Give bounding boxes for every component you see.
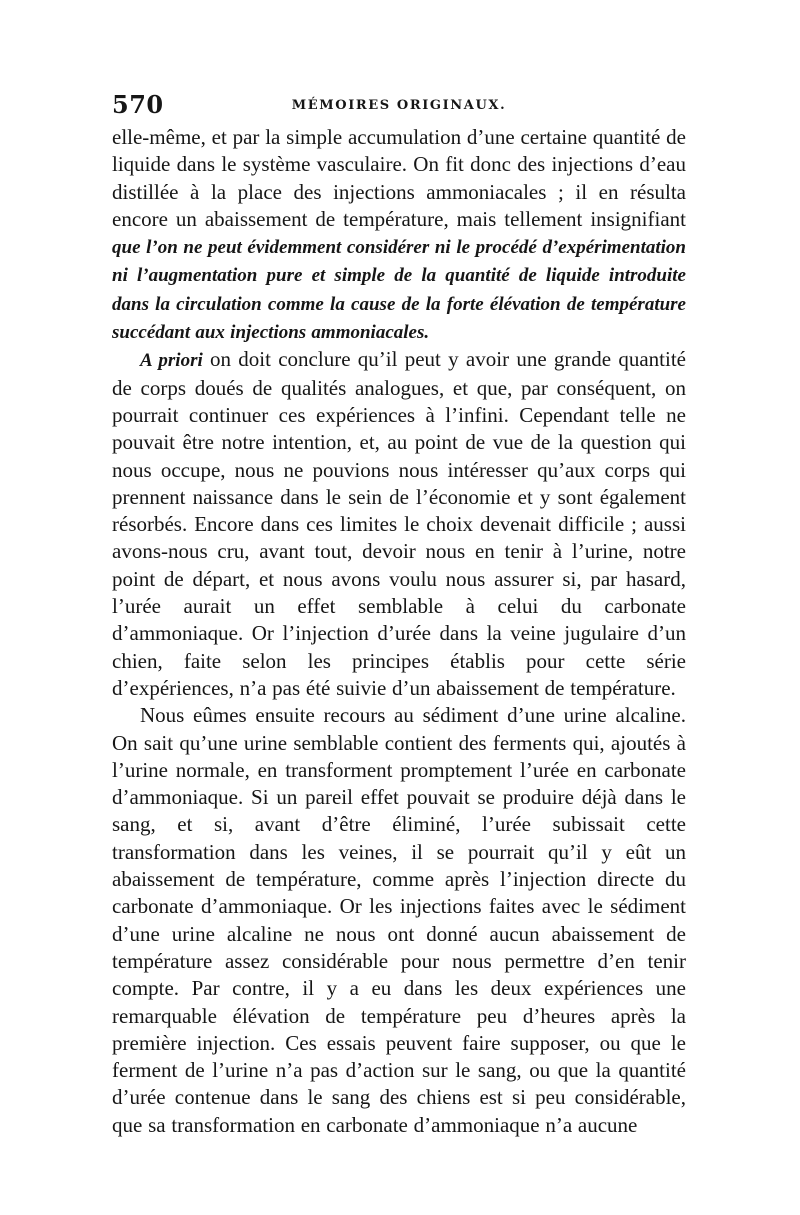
paragraph-2 <box>112 346 686 702</box>
paragraph-1-italic: que l’on ne peut évidemment considérer ni le procédé d’expérimentation ni l’augmentation pure et simple de la quantité de liquide introduite dans la circulation comme la cause de la forte élévation de température succédant aux injections ammoniacales. <box>112 237 686 344</box>
paragraph-3 <box>112 702 686 1139</box>
paragraph-2-italic: A priori <box>140 350 203 372</box>
book-page <box>112 84 686 1139</box>
running-head <box>112 84 686 124</box>
body-text <box>112 124 686 1139</box>
paragraph-1-text: elle-même, et par la simple accumulation d’une certaine quantité de liquide dans le système vasculaire. On fit donc des injections d’eau distillée à la place des injections ammoniacales ; il en résulta encore un abaissement de température, mais tellement insignifiant <box>112 125 686 231</box>
paragraph-2-text: on doit conclure qu’il peut y avoir une grande quantité de corps doués de qualités analogues, et que, par conséquent, on pourrait continuer ces expériences à l’infini. Cependant telle ne pouvait être notre intention, et, au point de vue de la question qui nous occupe, nous ne pouvions nous intéresser qu’aux corps qui prennent naissance dans le sein de l’économie et y sont également résorbés. Encore dans ces limites le choix devenait difficile ; aussi avons-nous cru, avant tout, devoir nous en tenir à l’urine, notre point de départ, et nous avons voulu nous assurer si, par hasard, l’urée aurait un effet semblable à celui du carbonate d’ammoniaque. Or l’injection d’urée dans la veine jugulaire d’un chien, faite selon les principes établis pour cette série d’expériences, n’a pas été suivie d’un abaissement de température. <box>112 347 686 700</box>
paragraph-1 <box>112 124 686 346</box>
paragraph-3-text: Nous eûmes ensuite recours au sédiment d’une urine alcaline. On sait qu’une urine semblable contient des ferments qui, ajoutés à l’urine normale, en transforment promptement l’urée en carbonate d’ammoniaque. Si un pareil effet pouvait se produire déjà dans le sang, et si, avant d’être éliminé, l’urée subissait cette transformation dans les veines, il se pourrait qu’il y eût un abaissement de température, comme après l’injection directe du carbonate d’ammoniaque. Or les injections faites avec le sédiment d’une urine alcaline ne nous ont donné aucun abaissement de température assez considérable pour nous permettre d’en tenir compte. Par contre, il y a eu dans les deux expériences une remarquable élévation de température peu d’heures après la première injection. Ces essais peuvent faire supposer, ou que le ferment de l’urine n’a pas d’action sur le sang, ou que la quantité d’urée contenue dans le sang des chiens est si peu considérable, que sa transformation en carbonate d’ammoniaque n’a aucune <box>112 703 686 1137</box>
running-title: MÉMOIRES ORIGINAUX. <box>291 98 507 113</box>
page-number: 570 <box>112 90 164 119</box>
